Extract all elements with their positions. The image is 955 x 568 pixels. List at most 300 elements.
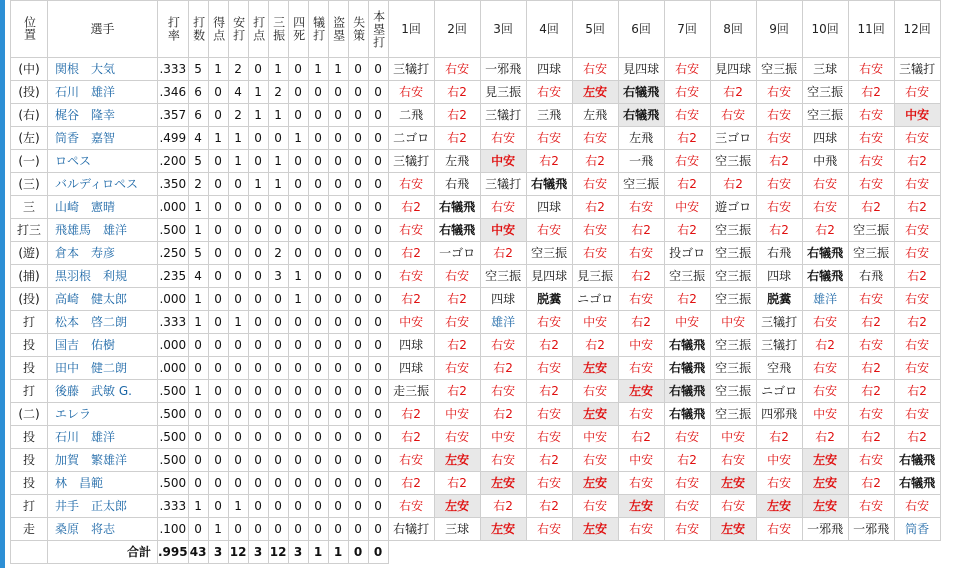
stat-cell: 0 — [268, 334, 288, 357]
header-inning: 6回 — [618, 1, 664, 58]
stat-cell: 0 — [288, 219, 308, 242]
inning-result: 右2 — [480, 495, 526, 518]
stat-cell: 0 — [308, 357, 328, 380]
player-name-link[interactable]: 飛雄馬 雄洋 — [48, 219, 158, 242]
stat-cell: 0 — [308, 173, 328, 196]
stat-cell: 0 — [268, 472, 288, 495]
inning-result: 二飛 — [388, 104, 434, 127]
total-stat: 3 — [288, 541, 308, 564]
header-inning: 11回 — [848, 1, 894, 58]
inning-result: 右安 — [894, 81, 940, 104]
stat-cell: 0 — [208, 81, 228, 104]
inning-result: 右2 — [664, 219, 710, 242]
stat-cell: 0 — [368, 334, 388, 357]
inning-result: 右2 — [848, 472, 894, 495]
table-row — [11, 150, 941, 173]
inning-result: 一邪飛 — [480, 58, 526, 81]
inning-result: 右安 — [618, 518, 664, 541]
inning-result: 右2 — [526, 334, 572, 357]
stat-cell: 0 — [268, 357, 288, 380]
inning-result: 中安 — [664, 311, 710, 334]
inning-result: 右安 — [618, 357, 664, 380]
inning-result: 右安 — [434, 357, 480, 380]
inning-result: 右2 — [434, 127, 480, 150]
inning-result: 左安 — [710, 518, 756, 541]
player-position: 走 — [11, 518, 48, 541]
inning-result: 中安 — [618, 449, 664, 472]
stat-cell: .000 — [158, 196, 189, 219]
stat-cell: 0 — [328, 104, 348, 127]
inning-result: 投ゴロ — [664, 242, 710, 265]
stat-cell: 0 — [308, 495, 328, 518]
stat-cell: 0 — [348, 242, 368, 265]
inning-result: 右2 — [572, 196, 618, 219]
inning-result: ニゴロ — [756, 380, 802, 403]
stat-cell: 0 — [208, 380, 228, 403]
inning-result: 右2 — [756, 426, 802, 449]
inning-result: 右安 — [756, 127, 802, 150]
inning-result: 四球 — [756, 265, 802, 288]
inning-result: 右安 — [756, 173, 802, 196]
player-position: (左) — [11, 127, 48, 150]
inning-result: 右安 — [388, 265, 434, 288]
inning-result: 右安 — [572, 449, 618, 472]
stat-cell: 1 — [228, 311, 248, 334]
stat-cell: 0 — [308, 219, 328, 242]
inning-result: 右安 — [526, 127, 572, 150]
player-name-link[interactable]: 井手 正太郎 — [48, 495, 158, 518]
total-stat: 0 — [348, 541, 368, 564]
player-name-link[interactable]: 加賀 繁雄洋 — [48, 449, 158, 472]
inning-result: 右2 — [894, 426, 940, 449]
stat-cell: 0 — [308, 472, 328, 495]
inning-result: 空三振 — [710, 242, 756, 265]
inning-result: 右2 — [664, 127, 710, 150]
inning-result: 右2 — [802, 426, 848, 449]
player-name-link[interactable]: 石川 雄洋 — [48, 81, 158, 104]
stat-cell: 0 — [208, 196, 228, 219]
inning-result: 右安 — [894, 288, 940, 311]
stat-cell: 0 — [368, 127, 388, 150]
stat-cell: 5 — [188, 150, 208, 173]
total-empty — [802, 541, 848, 564]
inning-result: 空三振 — [710, 380, 756, 403]
table-row — [11, 426, 941, 449]
player-name-link[interactable]: 桑原 将志 — [48, 518, 158, 541]
inning-result: 右安 — [572, 495, 618, 518]
inning-result: 左安 — [480, 472, 526, 495]
stat-cell: 0 — [248, 334, 268, 357]
total-stat: 1 — [308, 541, 328, 564]
stat-cell: 0 — [268, 219, 288, 242]
table-row — [11, 449, 941, 472]
inning-result: 右安 — [848, 495, 894, 518]
player-position: (三) — [11, 173, 48, 196]
inning-result: 右安 — [572, 173, 618, 196]
stat-cell: 0 — [328, 449, 348, 472]
inning-result: 中安 — [710, 426, 756, 449]
inning-result: 右2 — [894, 311, 940, 334]
inning-result: 右2 — [848, 311, 894, 334]
stat-cell: 0 — [368, 403, 388, 426]
table-body — [11, 58, 941, 564]
inning-result: 右安 — [572, 127, 618, 150]
inning-result: 右安 — [848, 403, 894, 426]
player-position: (遊) — [11, 242, 48, 265]
stat-cell: 0 — [208, 357, 228, 380]
inning-result: 中飛 — [802, 150, 848, 173]
table-row — [11, 196, 941, 219]
player-name-link[interactable]: 山崎 憲晴 — [48, 196, 158, 219]
stat-cell: 0 — [308, 334, 328, 357]
inning-result: 空三振 — [710, 357, 756, 380]
table-row — [11, 219, 941, 242]
header-stat: 打数 — [188, 1, 208, 58]
inning-result: 右飛 — [434, 173, 480, 196]
inning-result: 右安 — [618, 403, 664, 426]
stat-cell: .000 — [158, 357, 189, 380]
inning-result: 右2 — [894, 265, 940, 288]
header-stat: 四死 — [288, 1, 308, 58]
inning-result: 右犠飛 — [664, 334, 710, 357]
player-position: (投) — [11, 81, 48, 104]
inning-result: 中安 — [480, 150, 526, 173]
inning-result: 空三振 — [710, 150, 756, 173]
total-empty — [664, 541, 710, 564]
stat-cell: .000 — [158, 288, 189, 311]
inning-result: 左飛 — [434, 150, 480, 173]
stat-cell: 0 — [228, 426, 248, 449]
table-row — [11, 472, 941, 495]
inning-result: 空三振 — [480, 265, 526, 288]
stat-cell: 1 — [268, 150, 288, 173]
inning-result: 左安 — [572, 403, 618, 426]
inning-result: 三犠打 — [756, 311, 802, 334]
stat-cell: 0 — [308, 81, 328, 104]
inning-result: 右2 — [710, 81, 756, 104]
stat-cell: .000 — [158, 334, 189, 357]
stat-cell: 0 — [288, 58, 308, 81]
table-row — [11, 311, 941, 334]
stat-cell: 0 — [288, 311, 308, 334]
stat-cell: 0 — [188, 472, 208, 495]
stat-cell: 0 — [328, 426, 348, 449]
inning-result: 右2 — [388, 403, 434, 426]
stat-cell: 0 — [368, 311, 388, 334]
inning-result: 左飛 — [618, 127, 664, 150]
stat-cell: 0 — [248, 357, 268, 380]
inning-result: 左安 — [802, 449, 848, 472]
stat-cell: 0 — [208, 173, 228, 196]
stat-cell: 0 — [368, 472, 388, 495]
header-stat: 打点 — [248, 1, 268, 58]
total-row — [11, 541, 941, 564]
stat-cell: 0 — [328, 150, 348, 173]
player-name-link[interactable]: エレラ — [48, 403, 158, 426]
inning-result: 右安 — [802, 196, 848, 219]
inning-result: 右2 — [480, 403, 526, 426]
inning-result: 右2 — [572, 150, 618, 173]
stat-cell: 0 — [328, 495, 348, 518]
stat-cell: 1 — [228, 150, 248, 173]
inning-result: 右安 — [388, 81, 434, 104]
header-inning: 5回 — [572, 1, 618, 58]
stat-cell: 0 — [308, 311, 328, 334]
stat-cell: 1 — [268, 173, 288, 196]
stat-cell: 0 — [228, 403, 248, 426]
total-empty — [388, 541, 434, 564]
stat-cell: 0 — [368, 380, 388, 403]
stat-cell: 0 — [348, 334, 368, 357]
inning-result: 右2 — [388, 472, 434, 495]
inning-result: 中安 — [434, 403, 480, 426]
stat-cell: 0 — [208, 311, 228, 334]
total-stat: 3 — [248, 541, 268, 564]
inning-result: 右2 — [388, 288, 434, 311]
inning-result: 四球 — [480, 288, 526, 311]
stat-cell: 0 — [228, 518, 248, 541]
table-row — [11, 403, 941, 426]
stat-cell: 0 — [248, 311, 268, 334]
stat-cell: 0 — [308, 449, 328, 472]
player-name-link[interactable]: 筒香 嘉智 — [48, 127, 158, 150]
stat-cell: 1 — [228, 495, 248, 518]
player-name-link[interactable]: 石川 雄洋 — [48, 426, 158, 449]
inning-result: 右安 — [756, 104, 802, 127]
player-name-link[interactable]: 国吉 佑樹 — [48, 334, 158, 357]
inning-result: 三球 — [434, 518, 480, 541]
stat-cell: 1 — [188, 495, 208, 518]
player-name-link[interactable]: 倉本 寿彦 — [48, 242, 158, 265]
player-name-link[interactable]: 関根 大気 — [48, 58, 158, 81]
total-empty — [434, 541, 480, 564]
stat-cell: 0 — [208, 403, 228, 426]
inning-result: 右2 — [618, 426, 664, 449]
stat-cell: 0 — [368, 173, 388, 196]
stat-cell: 1 — [208, 127, 228, 150]
total-empty — [526, 541, 572, 564]
inning-result: 見四球 — [526, 265, 572, 288]
inning-result: 右2 — [618, 265, 664, 288]
stat-cell: 1 — [288, 265, 308, 288]
player-name-link[interactable]: 田中 健二朗 — [48, 357, 158, 380]
stat-cell: 0 — [368, 449, 388, 472]
inning-result: 右2 — [434, 288, 480, 311]
stat-cell: 0 — [248, 472, 268, 495]
table-row — [11, 104, 941, 127]
stat-cell: 0 — [228, 334, 248, 357]
inning-result: 右2 — [434, 81, 480, 104]
inning-result: 空三振 — [848, 242, 894, 265]
stat-cell: 0 — [288, 196, 308, 219]
stat-cell: 0 — [328, 472, 348, 495]
table-row — [11, 288, 941, 311]
inning-result: 右2 — [756, 150, 802, 173]
header-stat: 安打 — [228, 1, 248, 58]
stat-cell: 0 — [248, 449, 268, 472]
stat-cell: 1 — [188, 380, 208, 403]
stat-cell: 1 — [188, 196, 208, 219]
inning-result: 右安 — [480, 196, 526, 219]
inning-result: 三犠打 — [756, 334, 802, 357]
inning-result: 右犠飛 — [894, 472, 940, 495]
inning-result: 右2 — [434, 472, 480, 495]
stat-cell: 0 — [308, 196, 328, 219]
stat-cell: 1 — [288, 127, 308, 150]
table-row — [11, 127, 941, 150]
inning-result: 中安 — [480, 426, 526, 449]
stat-cell: 0 — [248, 426, 268, 449]
inning-result: 左安 — [434, 449, 480, 472]
inning-result: 左安 — [572, 81, 618, 104]
inning-result: 右安 — [894, 403, 940, 426]
stat-cell: .357 — [158, 104, 189, 127]
inning-result: 空三振 — [802, 104, 848, 127]
player-position: 投 — [11, 449, 48, 472]
player-name-link[interactable]: 後藤 武敏 G. — [48, 380, 158, 403]
stat-cell: 0 — [348, 265, 368, 288]
header-stat: 得点 — [208, 1, 228, 58]
inning-result: 右犠打 — [388, 518, 434, 541]
header-inning: 12回 — [894, 1, 940, 58]
inning-result: 右安 — [572, 58, 618, 81]
inning-result: 右安 — [894, 219, 940, 242]
inning-result: 右犠飛 — [434, 196, 480, 219]
stat-cell: 1 — [268, 104, 288, 127]
player-position: 投 — [11, 357, 48, 380]
stat-cell: 1 — [268, 58, 288, 81]
stat-cell: 0 — [368, 104, 388, 127]
header-inning: 1回 — [388, 1, 434, 58]
inning-result: 右2 — [848, 357, 894, 380]
inning-result: 右犠飛 — [434, 219, 480, 242]
inning-result: 右安 — [572, 380, 618, 403]
player-position: (投) — [11, 288, 48, 311]
stat-cell: 2 — [228, 104, 248, 127]
player-name-link[interactable]: バルディロペス — [48, 173, 158, 196]
inning-result: 右犠飛 — [618, 81, 664, 104]
inning-result: 中安 — [480, 219, 526, 242]
stat-cell: .500 — [158, 449, 189, 472]
table-header — [11, 1, 941, 58]
player-name-link[interactable]: 林 昌範 — [48, 472, 158, 495]
stat-cell: 0 — [368, 518, 388, 541]
inning-result: 空三振 — [618, 173, 664, 196]
player-name-link[interactable]: ロペス — [48, 150, 158, 173]
inning-result: 見四球 — [710, 58, 756, 81]
inning-result: 右安 — [526, 357, 572, 380]
inning-result: 右2 — [434, 380, 480, 403]
stat-cell: 0 — [288, 472, 308, 495]
header-stat: 犠打 — [308, 1, 328, 58]
inning-result: 右2 — [756, 219, 802, 242]
stat-cell: 0 — [228, 242, 248, 265]
stat-cell: 0 — [248, 495, 268, 518]
stat-cell: 0 — [288, 426, 308, 449]
stat-cell: 0 — [288, 380, 308, 403]
header-inning: 8回 — [710, 1, 756, 58]
stat-cell: .346 — [158, 81, 189, 104]
inning-result: 三飛 — [526, 104, 572, 127]
inning-result: 三ゴロ — [710, 127, 756, 150]
inning-result: 右犠飛 — [618, 104, 664, 127]
inning-result: 右安 — [664, 495, 710, 518]
stat-cell: 1 — [208, 518, 228, 541]
stat-cell: 0 — [188, 518, 208, 541]
inning-result: 右安 — [664, 104, 710, 127]
inning-result: 右安 — [664, 81, 710, 104]
stat-cell: 0 — [368, 288, 388, 311]
inning-result: 右安 — [480, 449, 526, 472]
player-name-link[interactable]: 松本 啓二朗 — [48, 311, 158, 334]
inning-result: 右安 — [710, 449, 756, 472]
inning-result: 空三振 — [710, 265, 756, 288]
player-name-link[interactable]: 梶谷 隆幸 — [48, 104, 158, 127]
stat-cell: 0 — [328, 334, 348, 357]
inning-result: 空三振 — [710, 334, 756, 357]
header-inning: 10回 — [802, 1, 848, 58]
inning-result: 右飛 — [848, 265, 894, 288]
stat-cell: 0 — [368, 495, 388, 518]
inning-result: 空飛 — [756, 357, 802, 380]
stat-cell: 0 — [208, 449, 228, 472]
stat-cell: 0 — [308, 104, 328, 127]
inning-result: 雄洋 — [480, 311, 526, 334]
player-name-link[interactable]: 黒羽根 利規 — [48, 265, 158, 288]
inning-result: 右安 — [434, 311, 480, 334]
stat-cell: 0 — [288, 81, 308, 104]
inning-result: 右犠飛 — [802, 265, 848, 288]
stat-cell: 0 — [208, 288, 228, 311]
inning-result: 右安 — [848, 150, 894, 173]
player-position: (一) — [11, 150, 48, 173]
inning-result: 見三振 — [480, 81, 526, 104]
inning-result: 一邪飛 — [848, 518, 894, 541]
stat-cell: 5 — [188, 58, 208, 81]
inning-result: 右安 — [664, 150, 710, 173]
stat-cell: 0 — [348, 173, 368, 196]
stat-cell: 0 — [348, 357, 368, 380]
inning-result: 右安 — [618, 288, 664, 311]
stat-cell: 0 — [368, 242, 388, 265]
player-name-link[interactable]: 高崎 健太郎 — [48, 288, 158, 311]
stat-cell: 0 — [228, 288, 248, 311]
stat-cell: 0 — [368, 357, 388, 380]
stat-cell: 0 — [248, 196, 268, 219]
stat-cell: 1 — [288, 288, 308, 311]
stat-cell: 0 — [368, 196, 388, 219]
inning-result: 右安 — [664, 58, 710, 81]
total-empty — [848, 541, 894, 564]
stat-cell: 0 — [228, 449, 248, 472]
stat-cell: 0 — [348, 311, 368, 334]
stat-cell: 0 — [308, 242, 328, 265]
stat-cell: 0 — [188, 403, 208, 426]
inning-result: 右2 — [848, 380, 894, 403]
stat-cell: 0 — [268, 311, 288, 334]
stat-cell: 0 — [328, 265, 348, 288]
inning-result: 一飛 — [618, 150, 664, 173]
stat-cell: .500 — [158, 380, 189, 403]
header-inning: 9回 — [756, 1, 802, 58]
inning-result: 中安 — [572, 426, 618, 449]
inning-result: 右安 — [434, 58, 480, 81]
player-position: 三 — [11, 196, 48, 219]
stat-cell: 4 — [188, 265, 208, 288]
stat-cell: 0 — [288, 403, 308, 426]
stat-cell: 0 — [328, 357, 348, 380]
inning-result: 雄洋 — [802, 288, 848, 311]
